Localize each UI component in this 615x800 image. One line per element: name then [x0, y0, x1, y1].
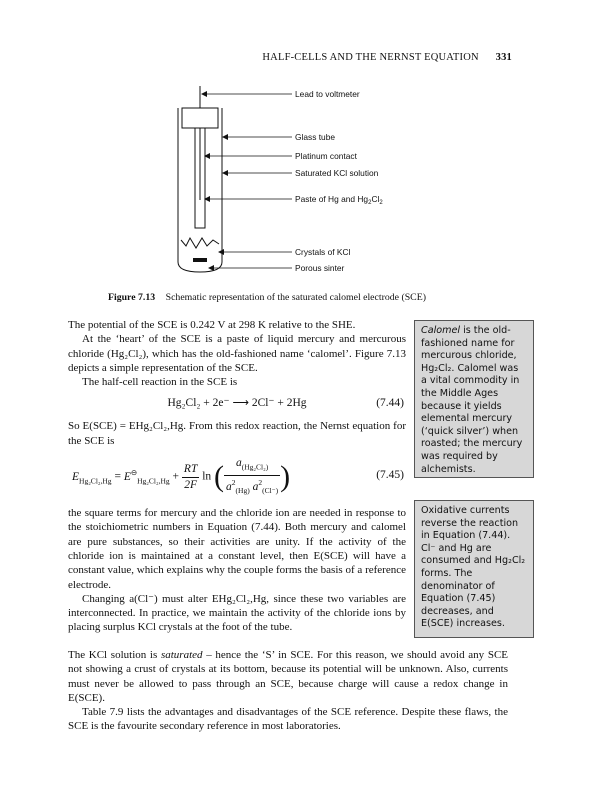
crystals-arrow	[218, 249, 224, 255]
main-column	[68, 318, 406, 635]
eq744-number: (7.44)	[376, 397, 404, 410]
figure-caption-label: Figure 7.13	[108, 292, 156, 303]
eq745-lhs: $E_{Hg_2Cl_2,Hg}$	[72, 470, 112, 486]
label-paste: Paste of Hg and $Hg_2Cl_2$	[295, 194, 383, 206]
sidebar-calomel-term: Calomel	[421, 325, 461, 336]
figure-caption	[108, 292, 528, 303]
sidebar-oxidative-text: Oxidative currents reverse the reaction in Equation (7.44). Cl⁻ and Hg are consumed and Hg₂Cl₂ forms. The denominator of Equation (7.45) decreases, and E(SCE) increases.	[421, 505, 526, 630]
sinter-arrow	[208, 265, 214, 271]
page-number: 331	[495, 52, 512, 63]
paragraph-4: So E(SCE) = EHg₂Cl₂,Hg. From this redox reaction, the Nernst equation for the SCE is	[68, 420, 406, 447]
eq745-number: (7.45)	[376, 469, 404, 482]
paragraph-5: the square terms for mercury and the chloride ion are needed in response to the stoichiometric numbers in Equation (7.44). Both mercury and calomel are pure substances, so their activities are unity. If the activity of the chloride ion is maintained at a constant level, then E(SCE) will have a constant value, which explains why the couple forms the basis of a reference electrode.	[68, 507, 406, 591]
sidebar-box-oxidative	[414, 500, 534, 638]
equation-7-44	[68, 389, 406, 419]
eq744-rhs: 2Cl⁻ + 2Hg	[251, 397, 307, 410]
label-kcl-solution: Saturated KCl solution	[295, 168, 379, 178]
porous-sinter	[193, 258, 207, 262]
paragraph-2: At the ‘heart’ of the SCE is a paste of liquid mercury and mercurous chloride (Hg₂Cl₂), which has the old-fashioned name ‘calomel’. Figure 7.13 depicts a simple representation of the SCE.	[68, 333, 406, 374]
eq745-equals: =	[114, 470, 121, 483]
label-crystals: Crystals of KCl	[295, 247, 351, 257]
figure-caption-text: Schematic representation of the saturated calomel electrode (SCE)	[165, 292, 426, 303]
kcl-arrow	[222, 170, 228, 176]
eq745-plus: +	[172, 470, 180, 483]
eq745-activity-ratio: $\frac{a_{(Hg_2Cl_2)}}{a^2_{(Hg)} a^2_{(Cl^-)}}$	[226, 457, 279, 495]
full-width-text	[68, 648, 508, 734]
lead-arrow	[201, 91, 207, 97]
eq745-ln: ln	[202, 470, 212, 483]
label-glass-tube: Glass tube	[295, 132, 336, 142]
paragraph-8: Table 7.9 lists the advantages and disadvantages of the SCE reference. Despite these flaws, the SCE is the favourite secondary reference in most laboratories.	[68, 706, 508, 733]
paragraph-3: The half-cell reaction in the SCE is	[82, 376, 238, 389]
sce-diagram	[0, 0, 615, 290]
sidebar-calomel-text: is the old-fashioned name for mercurous chloride, Hg₂Cl₂. Calomel was a vital commodity in the Middle Ages because it yields elemental mercury (‘quick silver’) when roasted; the mercury was required by alchemists.	[421, 325, 523, 475]
glass-arrow	[222, 134, 228, 140]
stopper	[182, 108, 218, 128]
paragraph-6: Changing a(Cl⁻) must alter EHg₂Cl₂,Hg, since these two variables are interconnected. In practice, we maintain the activity of the chloride ions by placing surplus KCl crystals at the foot of the tube.	[68, 592, 406, 634]
eq745-e0: $E^⊖_{Hg_2Cl_2,Hg}$	[123, 467, 170, 486]
eq744-arrow: ⟶	[232, 397, 249, 410]
eq745-rt-2f: $\frac{RT}{2F}$	[183, 463, 198, 491]
paragraph-7: The KCl solution is saturated – hence the ‘S’ in SCE. For this reason, we should avoid any SCE not showing a crust of crystals at its bottom, because its potential will be unknown. Also, currents must never be allowed to pass through an SCE, because charge will cause a redox change in E(SCE).	[68, 649, 509, 704]
label-lead: Lead to voltmeter	[295, 89, 360, 99]
running-title: HALF-CELLS AND THE NERNST EQUATION	[262, 52, 479, 63]
label-platinum: Platinum contact	[295, 151, 357, 161]
paragraph-1: The potential of the SCE is 0.242 V at 298 K relative to the SHE.	[68, 319, 356, 331]
equation-7-45: $E_{Hg_2Cl_2,Hg} = E^⊖_{Hg_2Cl_2,Hg}$ + $\frac{RT}{2F}$ ln ( $\frac{a_{(Hg_2Cl_2)}}{a^2_{(Hg)} a^2_{(Cl^-)}}$ ) (7.45)	[68, 448, 406, 506]
eq744-lhs: Hg₂Cl₂ + 2e⁻	[167, 397, 230, 410]
sidebar-box-calomel	[414, 320, 534, 478]
label-sinter: Porous sinter	[295, 263, 345, 273]
kcl-crystals	[181, 238, 219, 248]
